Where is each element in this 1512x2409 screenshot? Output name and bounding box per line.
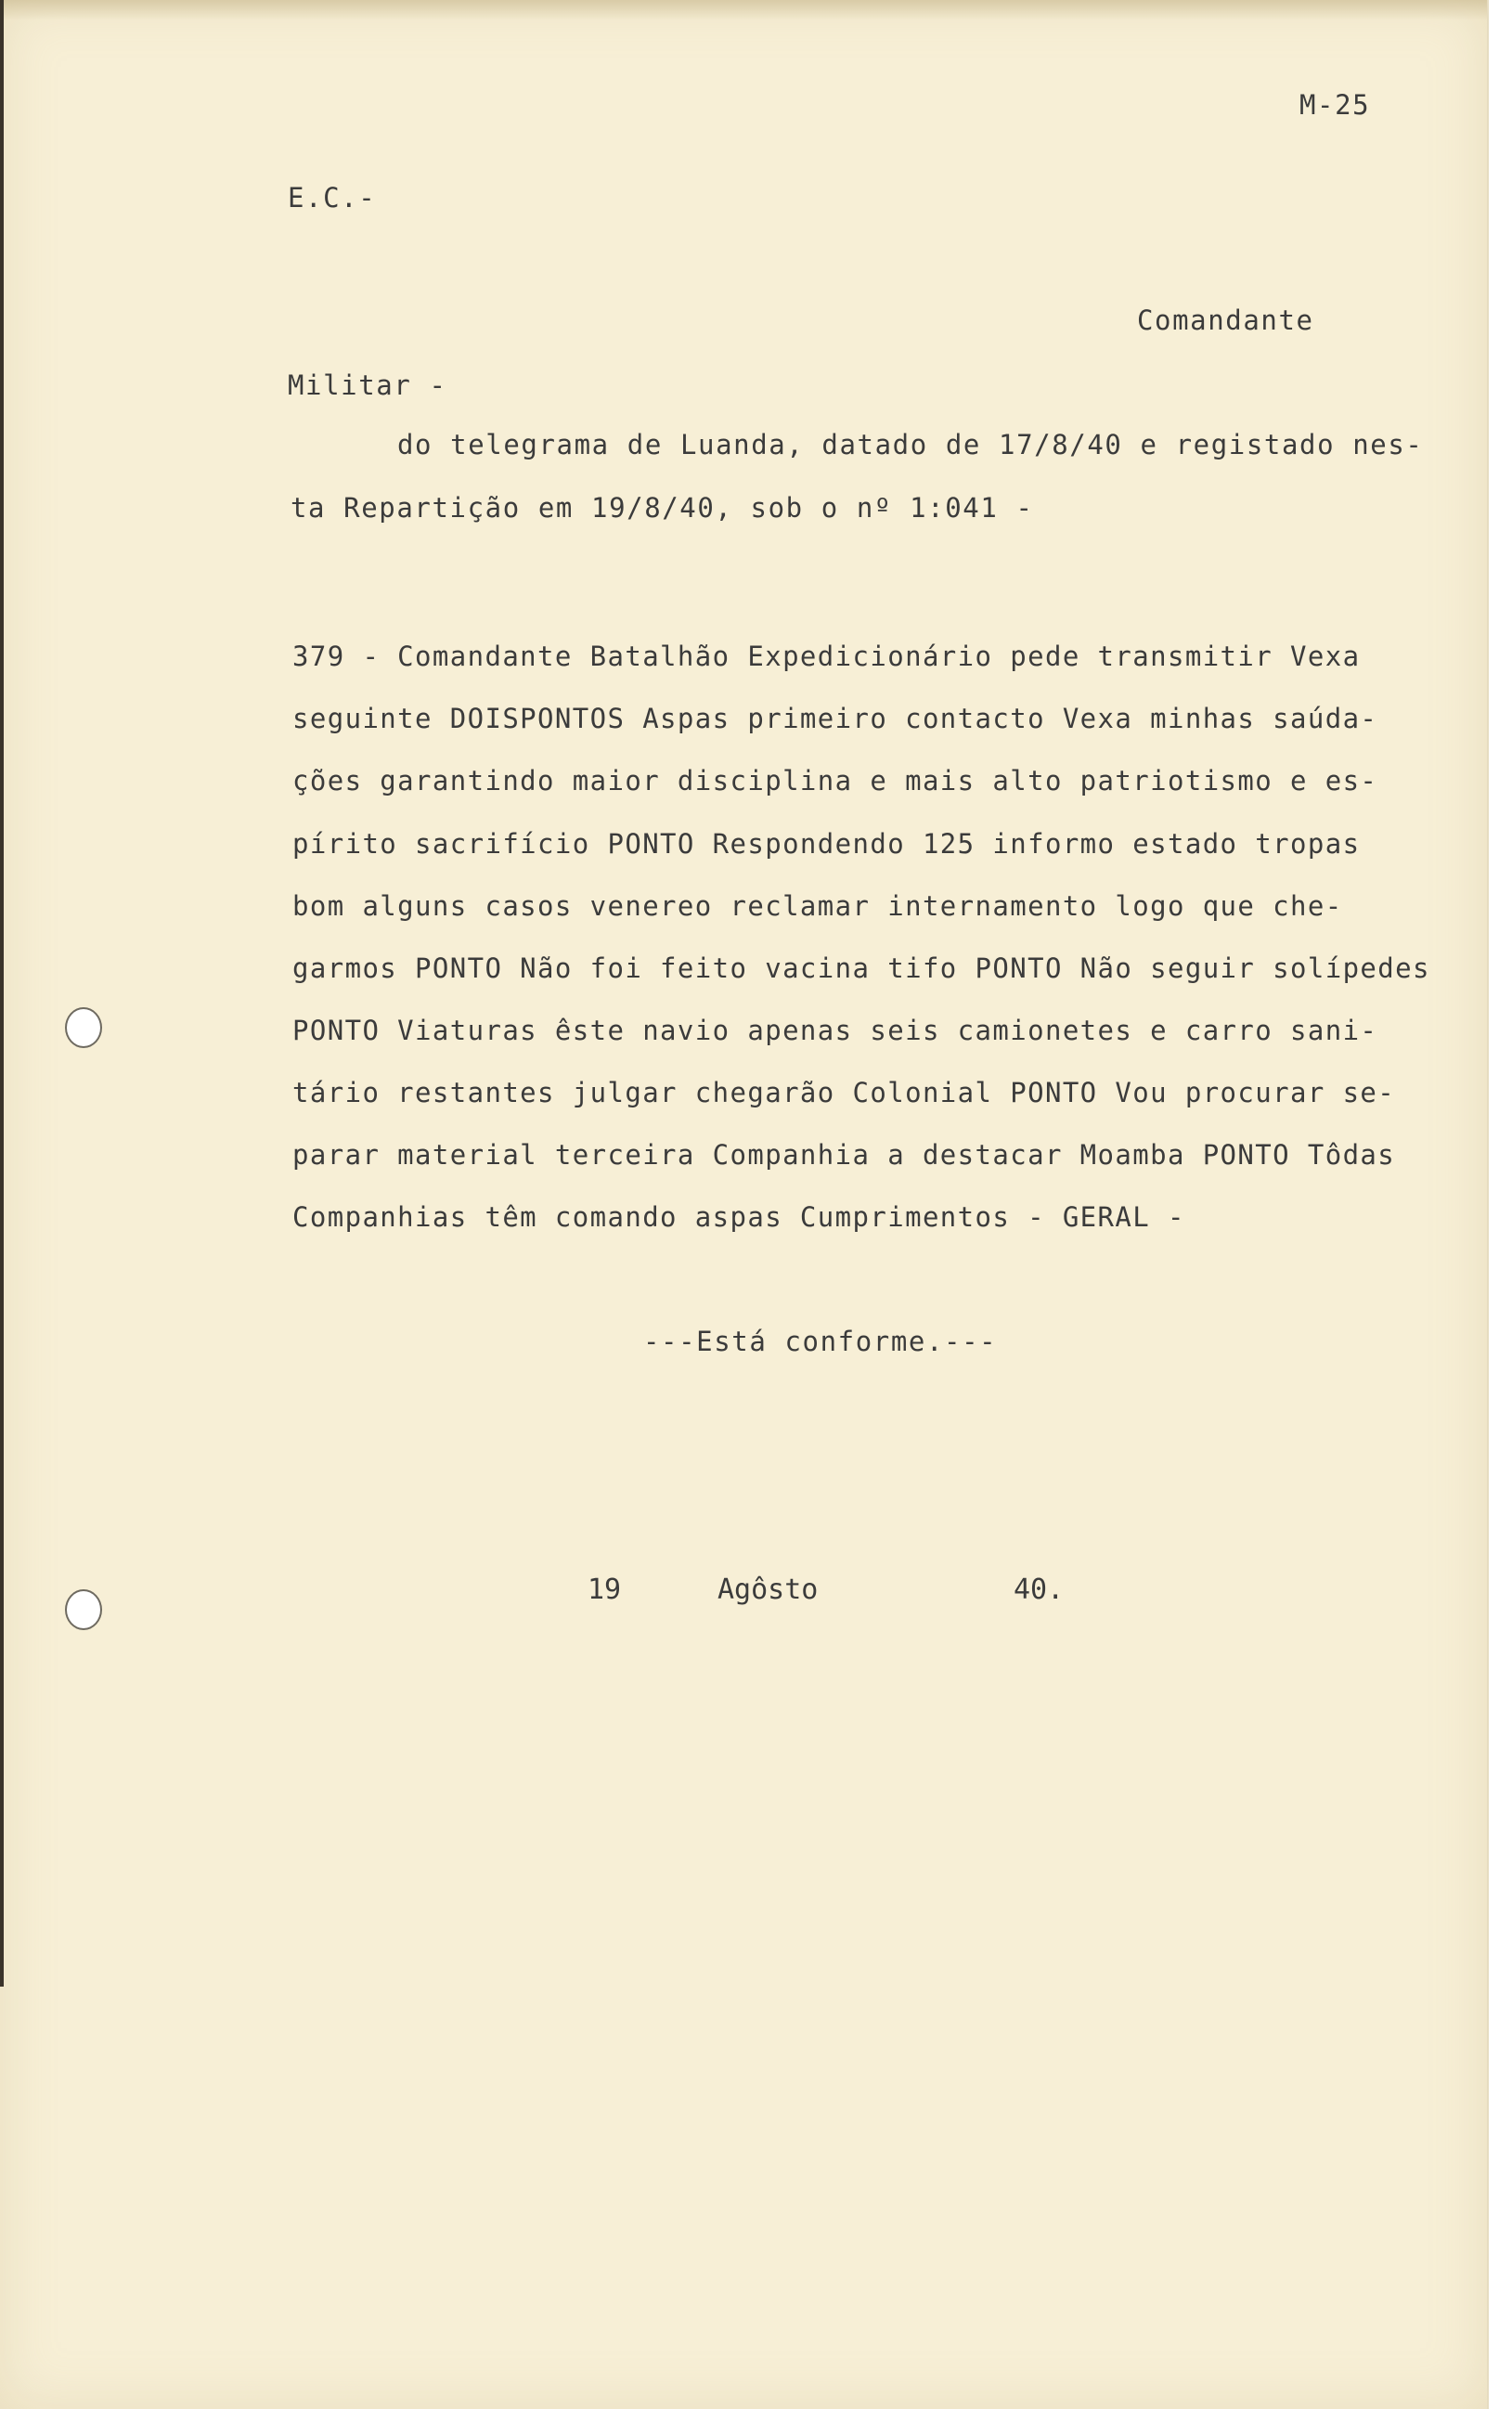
telegram-body-line: 379 - Comandante Batalhão Expedicionário pede transmitir Vexa xyxy=(292,641,1361,672)
date-year: 40. xyxy=(1014,1574,1065,1606)
telegram-body-line: ções garantindo maior disciplina e mais alto patriotismo e es- xyxy=(292,765,1378,797)
addressee-title: Comandante xyxy=(1137,304,1314,336)
telegram-body-line: parar material terceira Companhia a destacar Moamba PONTO Tôdas xyxy=(292,1139,1396,1171)
telegram-body-line: tário restantes julgar chegarão Colonial PONTO Vou procurar se- xyxy=(292,1077,1396,1108)
punch-hole-upper xyxy=(65,1007,102,1048)
telegram-body-line: seguinte DOISPONTOS Aspas primeiro contacto Vexa minhas saúda- xyxy=(292,703,1378,734)
telegram-body-line: bom alguns casos venereo reclamar internamento logo que che- xyxy=(292,890,1343,922)
page-left-edge xyxy=(0,0,4,1987)
date-month: Agôsto xyxy=(717,1574,819,1606)
date-day: 19 xyxy=(588,1574,622,1606)
sender-initials: E.C.- xyxy=(288,182,377,214)
telegram-body-line: pírito sacrifício PONTO Respondendo 125 informo estado tropas xyxy=(292,828,1361,860)
page-reference: M-25 xyxy=(1299,89,1371,121)
intro-line: do telegrama de Luanda, datado de 17/8/40 e registado nes- xyxy=(397,429,1424,460)
telegram-body-line: Companhias têm comando aspas Cumprimentos - GERAL - xyxy=(292,1201,1185,1233)
intro-line: ta Repartição em 19/8/40, sob o nº 1:041 - xyxy=(291,492,1034,524)
telegram-body-line: garmos PONTO Não foi feito vacina tifo PONTO Não seguir solípedes xyxy=(292,952,1430,984)
telegram-body-line: PONTO Viaturas êste navio apenas seis camionetes e carro sani- xyxy=(292,1015,1378,1046)
addressee-title-continued: Militar - xyxy=(288,369,447,401)
punch-hole-lower xyxy=(65,1589,102,1630)
conformity-statement: ---Está conforme.--- xyxy=(643,1326,998,1357)
